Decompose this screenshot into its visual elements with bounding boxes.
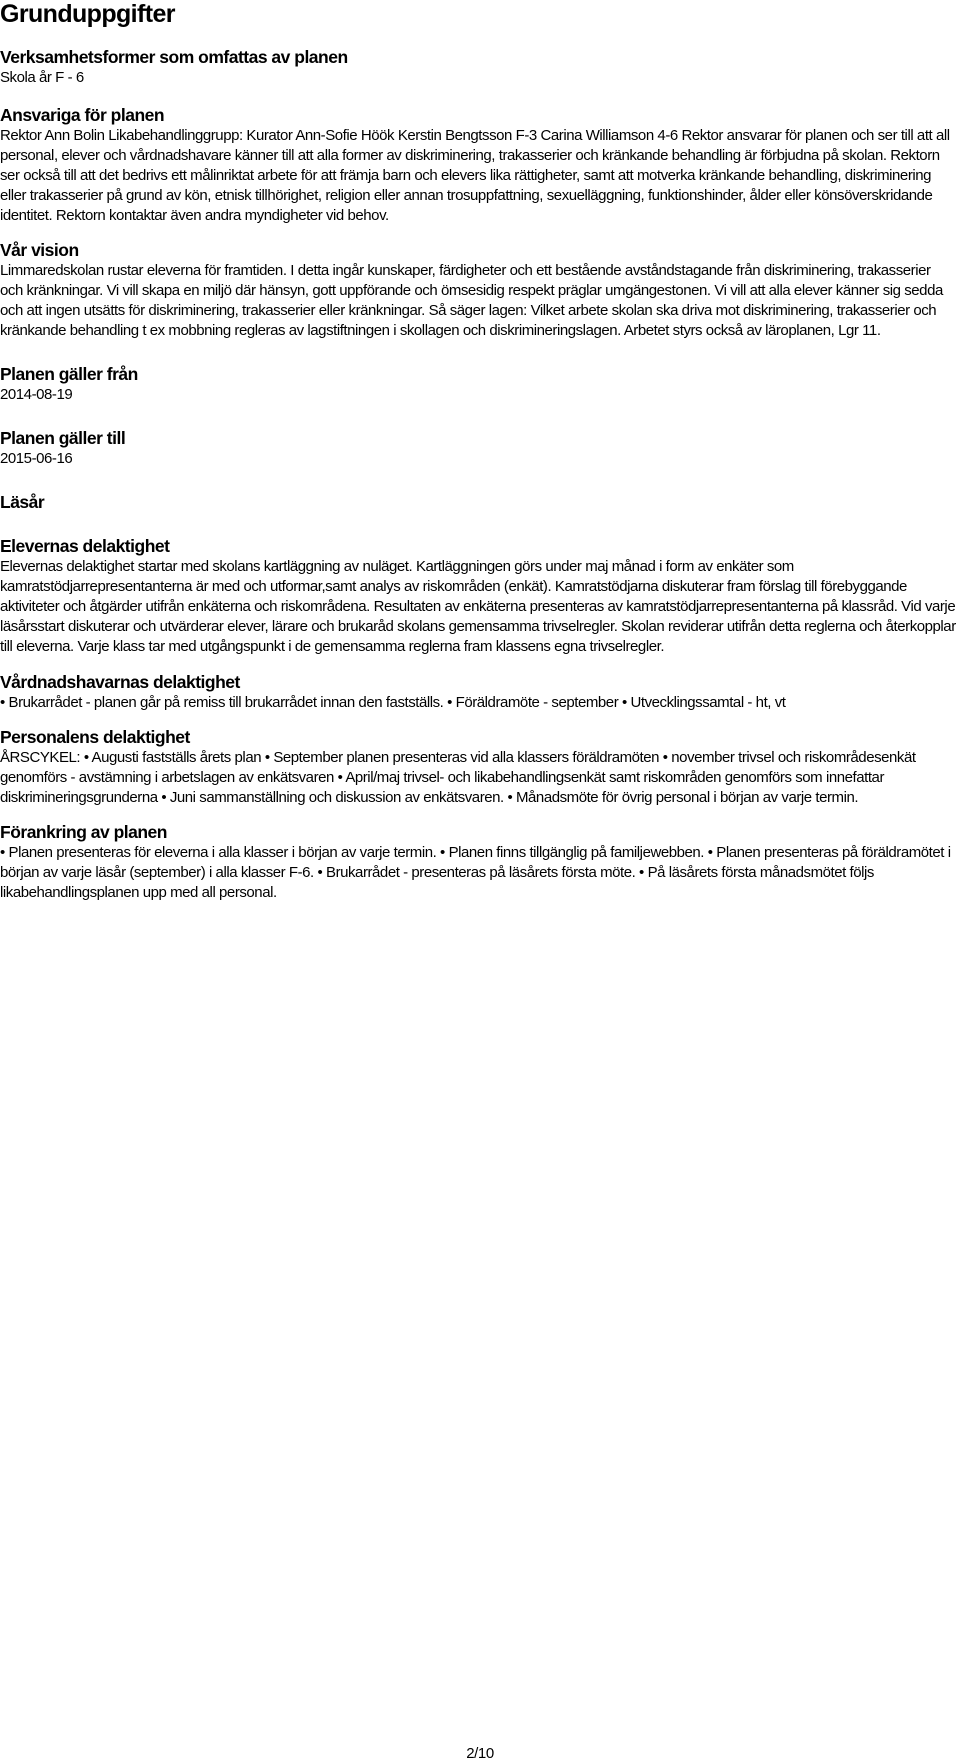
section-planen-galler-till [0,428,956,469]
section-body: • Brukarrådet - planen går på remiss till brukarrådet innan den fastställs. • Föräldramöte - september • Utvecklingssamtal - ht, vt [0,694,786,711]
section-heading: Vår vision [0,240,79,260]
section-body: Elevernas delaktighet startar med skolans kartläggning av nuläget. Kartläggningen görs under maj månad i form av enkäter som kamratstödjarrepresentanterna är med och utformar,samt analys av riskområden (enkät). Kamratstödjarna diskuterar fram förslag till förebyggande aktiviteter och åtgärder utifrån enkäterna och riskområdena. Resultaten av enkäterna presenteras av kamratstödjarrepresentanterna på klassråd. Vid varje läsårsstart diskuterar och utvärderar elever, lärare och brukaråd skolans gemensamma trivselregler. Skolan reviderar utifrån detta reglerna och återkopplar till eleverna. Varje klass tar med utgångspunkt i de gemensamma reglerna fram klassens egna trivselregler. [0,558,956,655]
section-elevernas-delaktighet [0,536,956,657]
section-body: Limmaredskolan rustar eleverna för framtiden. I detta ingår kunskaper, färdigheter och ett bestående avståndstagande från diskriminering, trakasserier och kränkningar. Vi vill skapa en miljö där hänsyn, gott uppförande och ömsesidig respekt präglar umgängestonen. Vi vill att alla elever känner sig sedda och att ingen utsätts för diskriminering, trakasserier eller kränkningar. Så säger lagen: Vilket arbete skolan ska driva mot diskriminering, trakasserier och kränkande behandling t ex mobbning regleras av lagstiftningen i skollagen och diskrimineringslagen. Arbetet styrs också av läroplanen, Lgr 11. [0,262,943,339]
section-var-vision [0,240,956,341]
section-forankring [0,822,956,903]
section-heading: Vårdnadshavarnas delaktighet [0,672,240,692]
page-number: 2/10 [466,1745,494,1762]
section-heading: Läsår [0,492,45,512]
section-heading: Elevernas delaktighet [0,536,170,556]
section-body: 2015-06-16 [0,450,73,467]
page-title: Grunduppgifter [0,0,175,28]
section-body: Rektor Ann Bolin Likabehandlinggrupp: Kurator Ann-Sofie Höök Kerstin Bengtsson F-3 Carina Williamson 4-6 Rektor ansvarar för planen och ser till att all personal, elever och vårdnadshavare känner till att alla former av diskriminering, trakasserier och kränkande behandling är förbjudna på skolan. Rektorn ser också till att det bedrivs ett målinriktat arbete för att främja barn och elevers lika rättigheter, samt att motverka kränkande behandling, diskriminering eller trakasserier på grund av kön, etnisk tillhörighet, religion eller annan trosuppfattning, sexuelläggning, funktionshinder, ålder eller könsöverskridande identitet. Rektorn kontaktar även andra myndigheter vid behov. [0,127,950,224]
section-personalens-delaktighet [0,727,956,808]
section-heading: Planen gäller från [0,364,138,384]
section-heading: Verksamhetsformer som omfattas av planen [0,47,348,67]
section-ansvariga [0,105,956,226]
section-body: ÅRSCYKEL: • Augusti fastställs årets plan • September planen presenteras vid alla klassers föräldramöten • november trivsel och riskområdesenkät genomförs - avstämning i arbetslagen av enkätsvaren • April/maj trivsel- och likabehandlingsenkät samt riskområden genomförs som innefattar diskrimineringsgrunderna • Juni sammanställning och diskussion av enkätsvaren. • Månadsmöte för övrig personal i början av varje termin. [0,749,916,806]
section-heading: Personalens delaktighet [0,727,190,747]
section-body: • Planen presenteras för eleverna i alla klasser i början av varje termin. • Planen finns tillgänglig på familjewebben. • Planen presenteras på föräldramötet i början av varje läsår (september) i alla klasser F-6. • Brukarrådet - presenteras på läsårets första möte. • På läsårets första månadsmötet följs likabehandlingsplanen upp med all personal. [0,844,951,901]
section-vardnadshavarnas-delaktighet [0,672,956,713]
section-heading: Planen gäller till [0,428,126,448]
section-heading: Förankring av planen [0,822,167,842]
section-verksamhetsformer [0,47,956,88]
section-heading: Ansvariga för planen [0,105,165,125]
section-body: 2014-08-19 [0,386,73,403]
section-planen-galler-fran [0,364,956,405]
section-body: Skola år F - 6 [0,69,84,86]
section-lasar [0,492,956,513]
